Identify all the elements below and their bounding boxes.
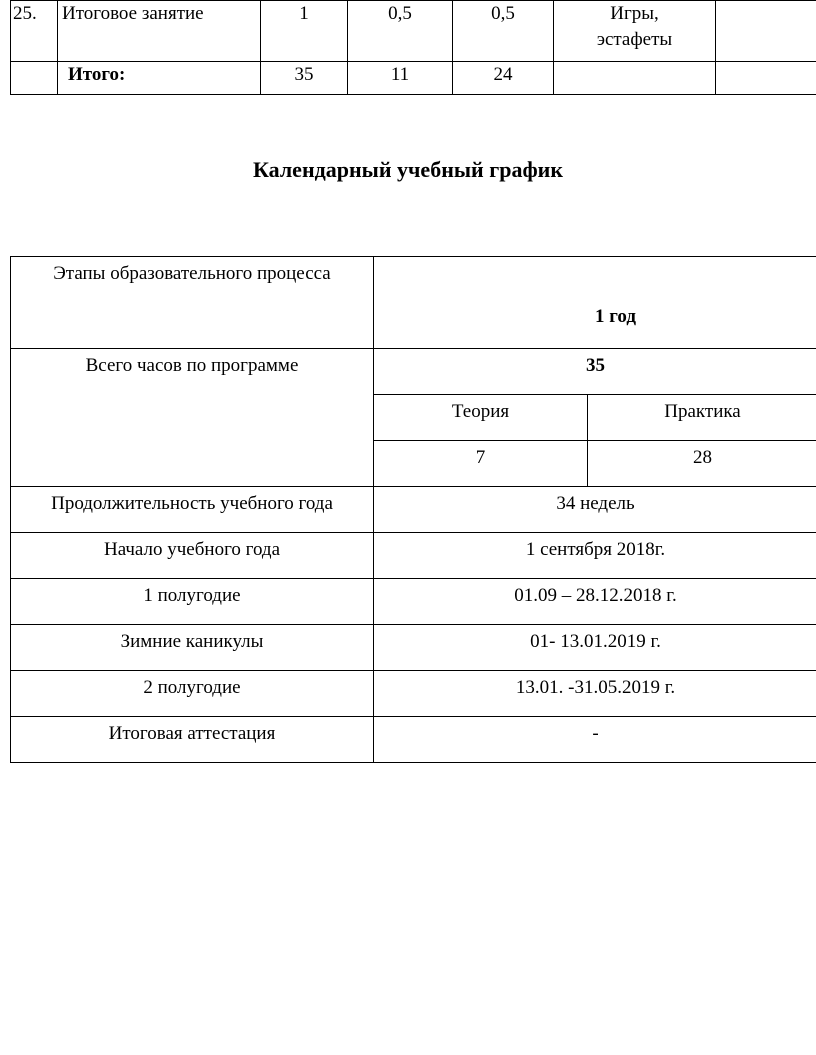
row-value-cell <box>374 579 816 625</box>
practice-label: Практика <box>664 401 741 422</box>
row-label: Начало учебного года <box>103 539 281 560</box>
row-value-cell <box>374 717 816 763</box>
table-row <box>11 671 816 717</box>
row-label-cell <box>11 579 374 625</box>
control-form <box>716 1 816 62</box>
row-value: 13.01. -31.05.2019 г. <box>515 677 676 698</box>
theory-label: Теория <box>451 401 510 422</box>
page-title: Календарный учебный график <box>252 157 564 182</box>
theory-value-cell <box>374 441 588 487</box>
lesson-name: Итоговое занятие <box>58 1 261 62</box>
year-cell <box>374 257 816 349</box>
table-row <box>11 257 816 349</box>
hours-label-cell <box>11 349 374 487</box>
practice-value: 28 <box>693 447 712 468</box>
table-row <box>11 579 816 625</box>
practice-value-cell <box>588 441 816 487</box>
table-row-total <box>11 62 816 95</box>
row-label-cell <box>11 671 374 717</box>
table-row <box>11 349 816 395</box>
row-label: Итоговая аттестация <box>108 723 276 744</box>
hours-value-cell <box>374 349 816 395</box>
row-label: 1 полугодие <box>143 585 241 606</box>
empty-cell <box>11 62 58 95</box>
curriculum-table-tail <box>10 0 816 95</box>
total-theory: 11 <box>348 62 453 95</box>
row-label: Продолжительность учебного года <box>51 493 333 514</box>
total-hours: 35 <box>261 62 348 95</box>
lesson-form-line1: Игры, <box>610 3 659 24</box>
table-row <box>11 1 816 62</box>
stages-label-cell <box>11 257 374 349</box>
calendar-schedule-table <box>10 256 816 763</box>
row-value: 34 недель <box>556 493 635 514</box>
year-label: 1 год <box>595 306 636 327</box>
row-value-cell <box>374 533 816 579</box>
hours-total: 1 <box>261 1 348 62</box>
row-label: 2 полугодие <box>143 677 241 698</box>
empty-cell <box>554 62 716 95</box>
hours-practice: 0,5 <box>453 1 554 62</box>
stages-label: Этапы образовательного процесса <box>53 263 331 284</box>
lesson-form <box>554 1 716 62</box>
total-label: Итого: <box>58 62 261 95</box>
table-row <box>11 717 816 763</box>
lesson-form-line2: эстафеты <box>596 29 673 50</box>
theory-header-cell <box>374 395 588 441</box>
theory-value: 7 <box>475 447 486 468</box>
total-practice: 24 <box>453 62 554 95</box>
row-value-cell <box>374 625 816 671</box>
row-value: 01.09 – 28.12.2018 г. <box>514 585 677 606</box>
row-label-cell <box>11 487 374 533</box>
practice-header-cell <box>588 395 816 441</box>
hours-value: 35 <box>586 355 605 376</box>
table-row <box>11 487 816 533</box>
row-value: 1 сентября 2018г. <box>525 539 666 560</box>
row-label-cell <box>11 625 374 671</box>
row-label: Зимние каникулы <box>120 631 264 652</box>
row-label-cell <box>11 533 374 579</box>
hours-label: Всего часов по программе <box>85 355 299 376</box>
table-row <box>11 533 816 579</box>
row-value: - <box>592 723 599 744</box>
row-value: 01- 13.01.2019 г. <box>530 631 661 652</box>
empty-cell <box>716 62 816 95</box>
table-row <box>11 625 816 671</box>
row-value-cell <box>374 487 816 533</box>
hours-theory: 0,5 <box>348 1 453 62</box>
row-number: 25. <box>11 1 58 62</box>
row-value-cell <box>374 671 816 717</box>
row-label-cell <box>11 717 374 763</box>
